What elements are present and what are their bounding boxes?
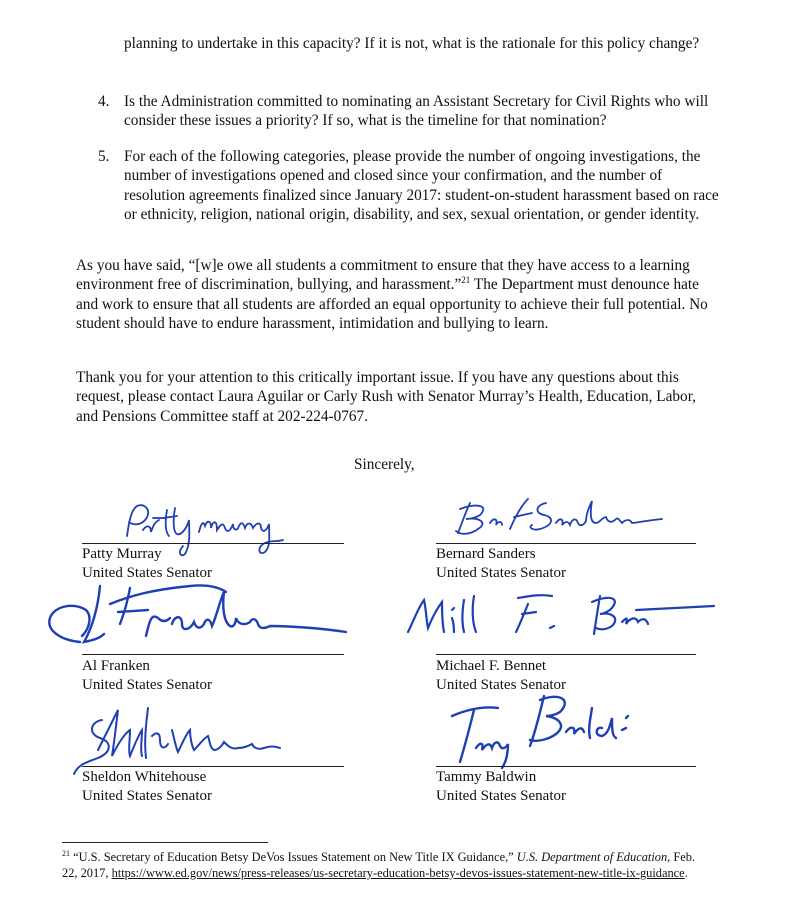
item-text: For each of the following categories, please provide the number of ongoing investigations, the number of investigations opened and closed since your confirmation, and the number of resolution agreements finalized since January 2017: student-on-student harassment based on race or ethnicity, religion, national origin, disability, and sex, sexual orientation, or gender identity. xyxy=(124,148,719,224)
signature-stroke xyxy=(408,596,476,632)
signer-title: United States Senator xyxy=(82,788,212,804)
footnote-link[interactable]: https://www.ed.gov/news/press-releases/us-secretary-education-betsy-devos-issues-statement-new-title-ix-guidance xyxy=(111,866,685,880)
signature-stroke xyxy=(456,499,532,534)
signer-title: United States Senator xyxy=(436,677,566,693)
signer-name: Al Franken xyxy=(82,658,150,674)
signature-stroke xyxy=(146,592,346,636)
footnote-divider xyxy=(62,842,268,843)
footnote-reference: 21 xyxy=(461,275,471,286)
signature-line xyxy=(436,543,696,544)
signature-stroke xyxy=(452,707,508,768)
paragraph-quote: As you have said, “[w]e owe all students a commitment to ensure that they have access to a learning environment free of discrimination, bullying, and harassment.” xyxy=(76,257,690,294)
signer-name: Sheldon Whitehouse xyxy=(82,769,207,785)
signature-line xyxy=(82,766,344,767)
paragraph-commitment xyxy=(76,256,716,334)
paragraph-thanks: Thank you for your attention to this critically important issue. If you have any questions about this request, please contact Laura Aguilar or Carly Rush with Senator Murray’s Health, Education, Labor, and Pensions Committee staff at 202-224-0767. xyxy=(76,369,697,425)
signature-stroke xyxy=(199,522,283,553)
signer-name: Bernard Sanders xyxy=(436,546,536,562)
signature-stroke xyxy=(49,585,226,642)
footnote-date: , Feb. 22, 2017, xyxy=(62,850,696,880)
handwritten-signature-bennet xyxy=(400,588,720,658)
handwritten-signature-sanders xyxy=(436,495,676,543)
closing: Sincerely, xyxy=(354,456,415,473)
signature-block-franken xyxy=(82,578,362,698)
signer-name: Patty Murray xyxy=(82,546,162,562)
paragraph-continuation: The Department must denounce hate and work to ensure that all students are afforded an equal opportunity to achieve their full potential. No student should have to endure harassment, intimidation and bullying to learn. xyxy=(76,276,708,333)
footnote xyxy=(62,849,702,881)
signature-block-sanders xyxy=(436,495,716,590)
signature-stroke xyxy=(172,730,280,752)
footnote-number: 21 xyxy=(62,848,70,858)
signature-line xyxy=(436,654,696,655)
footnote-publication: U.S. Department of Education xyxy=(516,850,668,864)
signer-title: United States Senator xyxy=(436,788,566,804)
signature-block-baldwin xyxy=(436,700,716,810)
handwritten-signature-franken xyxy=(40,578,350,658)
item-number: 4. xyxy=(98,93,110,110)
signature-block-bennet xyxy=(436,588,716,698)
signature-block-whitehouse xyxy=(82,700,362,810)
item-number: 5. xyxy=(98,148,110,165)
signer-name: Michael F. Bennet xyxy=(436,658,547,674)
signer-name: Tammy Baldwin xyxy=(436,769,537,785)
signature-line xyxy=(82,654,344,655)
signer-title: United States Senator xyxy=(82,565,212,581)
signature-line xyxy=(436,766,696,767)
signature-stroke xyxy=(530,501,662,530)
signer-title: United States Senator xyxy=(82,677,212,693)
signature-stroke xyxy=(516,595,714,634)
signature-stroke xyxy=(530,696,628,746)
footnote-period: . xyxy=(684,866,688,880)
signature-line xyxy=(82,543,344,544)
handwritten-signature-baldwin xyxy=(426,688,646,778)
continuation-text: planning to undertake in this capacity? If it is not, what is the rationale for this policy change? xyxy=(124,35,700,52)
footnote-citation: “U.S. Secretary of Education Betsy DeVos Issues Statement on New Title IX Guidance,” xyxy=(70,850,517,864)
signature-block-murray xyxy=(82,500,362,590)
item-text: Is the Administration committed to nominating an Assistant Secretary for Civil Rights who will consider these issues a priority? If so, what is the timeline for that nomination? xyxy=(124,93,709,130)
signature-stroke xyxy=(74,708,168,774)
signer-title: United States Senator xyxy=(436,565,566,581)
